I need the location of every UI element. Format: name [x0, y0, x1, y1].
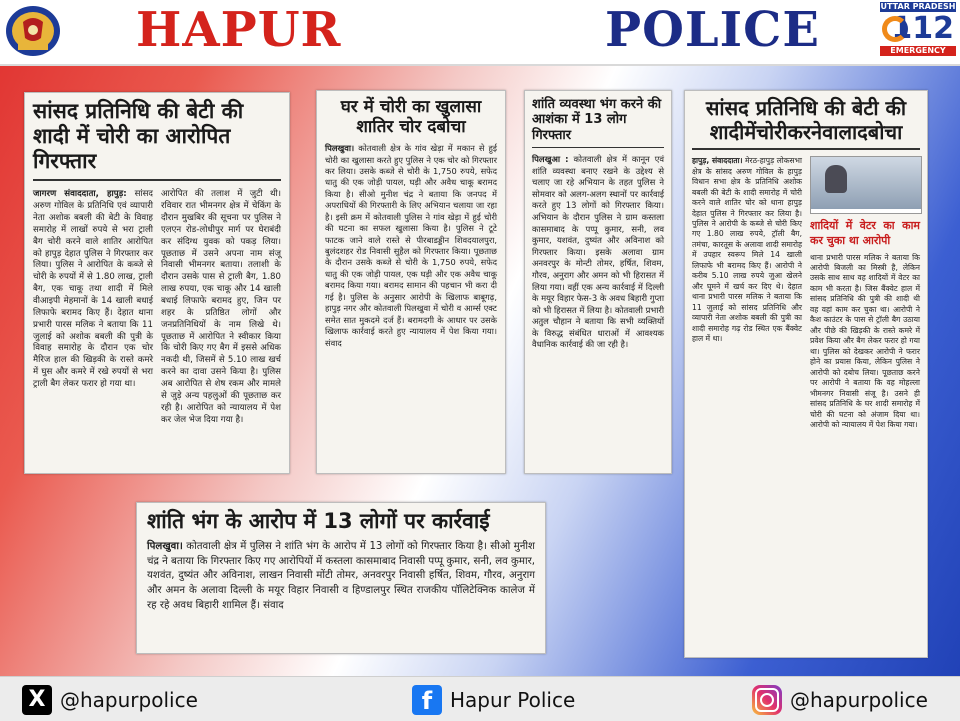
clipping-col-1	[692, 156, 802, 430]
clipping-subheadline: शादियों में वेटर का काम कर चुका था आरोपी	[810, 219, 920, 248]
clipping-body	[532, 154, 664, 351]
photo-inset	[810, 156, 922, 214]
clipping-text: कोतवाली क्षेत्र में पुलिस ने शांति भंग के आरोप में 13 लोगों को गिरफ्तार किया है। सीओ मुनीश चंद्र ने बताया कि गिरफ्तार किए गए आरोपियों में कस्तला कासमाबाद निवासी पप्पू कुमार, सनी, लव कुमार, यशवंत, दुष्यंत और अविनाश, लाखन निवासी मोंटी तोमर, अनवरपुर निवासी हर्षित, शिवम, गौरव, अनुराग और अमन के अलावा दिल्ली के मयूर विहार निवासी व हिण्डालपुर स्थित राजकीय पॉलिटेक्निक कालेज में रह रहे अवध बिहारी शामिल हैं। संवाद	[147, 540, 535, 611]
clipping-dateline: पिलखुवा।	[147, 540, 183, 552]
instagram-handle-text: @hapurpolice	[790, 688, 928, 712]
x-twitter-icon: X	[22, 685, 52, 715]
emblem-top-text: UTTAR PRADESH	[880, 2, 956, 11]
clipping-headline: सांसद प्रतिनिधि की बेटी की शादीमेंचोरीकरनेवालादबोचा	[692, 97, 920, 150]
clipping-columns	[692, 156, 920, 430]
clipping-dateline: हापुड़, संवाददाता।	[692, 156, 743, 166]
news-clipping-1	[24, 92, 290, 474]
emblem-number: 112	[891, 11, 954, 46]
emblem-ring	[882, 16, 908, 42]
news-clipping-5	[136, 502, 546, 654]
clipping-headline: सांसद प्रतिनिधि की बेटी की शादी में चोरी का आरोपित गिरफ्तार	[33, 99, 281, 181]
clipping-columns	[33, 189, 281, 426]
clipping-dateline: पिलखुवा।	[325, 143, 355, 154]
twitter-handle[interactable]	[22, 685, 198, 715]
clipping-text: मेरठ-हापुड़ लोकसभा क्षेत्र के सांसद अरुण गोविल के हापुड़ विधान सभा क्षेत्र के प्रतिनिधि अशोक बबली की बेटी के शादी समारोह में चोरी करने वाले शातिर चोर को थाना हापुड़ देहात पुलिस ने गिरफ्तार कर लिया है। पुलिस ने आरोपी के कब्जे से चोरी किए गए 1.80 लाख रुपये, ट्रॉली बैग, तमंचा, कारतूस के अलावा शादी समारोह में उपहार स्वरूप मिले 14 खाली लिफाफे भी बरामद किए हैं। आरोपी ने करीब 5.10 लाख रुपये जुआ खेलने और घूमने में खर्च कर दिए थे। देहात थाना प्रभारी पारस मलिक ने बताया कि 11 जुलाई को सांसद प्रतिनिधि और व्यापारी नेता अशोक बबली की पुत्री का शादी समारोह गढ़ रोड स्थित एक बैंक्वेट हाल में था।	[692, 156, 802, 344]
clipping-dateline: जागरण संवाददाता, हापुड़:	[33, 189, 127, 200]
clipping-dateline: पिलखुआ :	[532, 153, 569, 164]
clipping-col-1	[33, 189, 153, 426]
twitter-handle-text: @hapurpolice	[60, 688, 198, 712]
facebook-page[interactable]	[412, 685, 575, 715]
clipping-body	[147, 540, 535, 614]
clipping-col-2	[810, 156, 920, 430]
clipping-headline: शांति भंग के आरोप में 13 लोगों पर कार्रवाई	[147, 509, 490, 533]
accused-photo	[811, 157, 921, 209]
header-banner	[0, 0, 960, 66]
clipping-headline: घर में चोरी का खुलासा शातिर चोर दबोचा	[340, 97, 482, 138]
clipping-text: कोतवाली क्षेत्र के गांव खेड़ा में मकान से हुई चोरी का खुलासा करते हुए पुलिस ने एक चोर को गिरफ्तार कर लिया। उसके कब्जे से चोरी के 1,750 रुपये, सफेद धातु की एक जोड़ी पायल, घड़ी और अवैध चाकू बरामद किया है। सीओ मुनीश चंद्र ने बताया कि जनपद में अपराधियों की गिरफ्तारी के लिए अभियान चलाया जा रहा है। इसी क्रम में कोतवाली पुलिस ने गांव खेड़ा में हुई चोरी की घटना का सफल खुलासा किया है। पुलिस ने टूटे फाटक जाने वाले रास्ते से पीरबाडड्डीन शिवदयालपुरा, बुलंदशहर रोड निवासी सुहैल को गिरफ्तार किया। पूछताछ के दौरान उसके कब्जे से चोरी के 1,750 रुपये, सफेद धातु की एक जोड़ी पायल, एक घड़ी और एक अवैध चाकू बरामद किया गया। बरामद सामान की पहचान भी करा दी गई है। पुलिस के अनुसार आरोपी के खिलाफ बाबूगढ़, हापुड़ नगर और कोतवाली पिलखुवा में चोरी व आर्म्स एक्ट समेत सात मुकदमे दर्ज हैं। बरामदगी के आधार पर उसके खिलाफ कार्रवाई करते हुए न्यायालय में पेश किया गया। संवाद	[325, 143, 498, 348]
instagram-handle[interactable]	[752, 685, 928, 715]
clipping-text: सांसद अरुण गोविल के प्रतिनिधि एवं व्यापारी नेता अशोक बबली की बेटी के विवाह समारोह में लाखों रुपये से भरा ट्राली बैग चोरी करने वाले शातिर आरोपित को हापुड़ देहात पुलिस ने गिरफ्तार कर लिया। पुलिस ने आरोपित के कब्जे से चोरी के रुपयों में से 1.80 लाख, ट्राली बैग, एक चाकू तथा शादी में मिले वीआइपी मेहमानों के 14 खाली बधाई लिफाफे बरामद किए हैं। देहात थाना प्रभारी पारस मलिक ने बताया कि 11 जुलाई को अशोक बबली की पुत्री के विवाह समारोह के दौरान एक चोर मैरिज हाल की खिड़की के रास्ते कमरे में घुस और कमरे में रखे रुपयों से भरा ट्राली बैग लेकर फरार हो गया था।	[33, 189, 153, 390]
facebook-icon: f	[412, 685, 442, 715]
up-police-emblem-icon	[4, 4, 62, 58]
news-clipping-4	[684, 90, 928, 658]
header-title-left: HAPUR	[136, 2, 342, 58]
news-clipping-2	[316, 90, 506, 474]
instagram-icon	[752, 685, 782, 715]
clipping-headline: शांति व्यवस्था भंग करने की आशंका में 13 लोग गिरफ्तार	[532, 97, 664, 148]
clipping-text: थाना प्रभारी पारस मलिक ने बताया कि आरोपी बिजली का मिस्त्री है, लेकिन उसके साथ साथ वह शादियों में वेटर का काम भी करता है। जिस बैंक्वेट हाल में सांसद प्रतिनिधि की पुत्री की शादी थी वह वहां काम कर चुका था। आरोपी ने कैश काउंटर के पास से ट्रॉली बैग उठाया और पीछे की खिड़की के रास्ते कमरे में प्रवेश किया और बैग लेकर फरार हो गया था। पुलिस को देखकर आरोपी ने फरार होने का प्रयास किया, लेकिन पुलिस ने आरोपी को दबोच लिया। पूछताछ करने पर आरोपी ने बताया कि वह मोहल्ला भीमनगर निवासी संजू है। उसने ही सांसद प्रतिनिधि के घर शादी समारोह में चोरी की घटना को अंजाम दिया था। आरोपी को न्यायालय में पेश किया गया।	[810, 252, 920, 430]
emblem-bottom-text: EMERGENCY	[880, 46, 956, 56]
facebook-page-text: Hapur Police	[450, 688, 576, 712]
clipping-text: कोतवाली क्षेत्र में कानून एवं शांति व्यवस्था बनाए रखने के उद्देश्य से चलाए जा रहे अभियान के तहत पुलिस ने सोमवार को अलग-अलग स्थानों पर कार्रवाई करते हुए 13 लोगों को गिरफ्तार किया। अभियान के दौरान पुलिस ने ग्राम कस्तला कासमाबाद के पप्पू कुमार, सनी, लव कुमार, यशवंत, दुष्यंत और अविनाश को गिरफ्तार किया। इसके अलावा ग्राम अनवरपुर के मोन्टी तोमर, हर्षित, शिवम, गौरव, अनुराग और अमन को भी हिरासत में लिया गया। वहीं एक अन्य कार्रवाई में दिल्ली के मयूर विहार फेस-3 के अवध बिहारी गुप्ता को भी हिरासत में लिया है। कोतवाली प्रभारी अतुल चौहान ने बताया कि सभी व्यक्तियों के विरुद्ध संबंधित धाराओं में आवश्यक वैधानिक कार्रवाई की जा रही है।	[532, 153, 664, 350]
social-footer	[0, 676, 960, 721]
clipping-body	[325, 143, 497, 349]
112-emergency-icon	[880, 2, 956, 60]
clipping-col-2: आरोपित की तलाश में जुटी थी। रविवार रात भीमनगर क्षेत्र में चेकिंग के दौरान मुखबिर की सूचना पर पुलिस ने एलएन रोड-लोधीपुर मार्ग पर घेराबंदी कर संदिग्ध युवक को पकड़ लिया। पूछताछ में उसने अपना नाम संजू निवासी भीमनगर बताया। तलाशी के दौरान उसके पास से ट्राली बैग, 1.80 लाख रुपया, एक चाकू और 14 खाली बधाई लिफाफे बरामद हुए, जिन पर शहर के प्रतिष्ठित लोगों और जनप्रतिनिधियों के नाम लिखे थे। पूछताछ में आरोपित ने स्वीकार किया कि चोरी किए गए बैग में इससे अधिक नकदी थी, जिसमें से 5.10 लाख खर्च करने का दावा उसने किया है। पुलिस अब आरोपित से शेष रकम और मामले से जुड़े अन्य पहलुओं की पूछताछ कर रही है। आरोपित को न्यायालय में पेश कर जेल भेज दिया गया है।	[161, 189, 281, 425]
news-clipping-3	[524, 90, 672, 474]
header-title-right: POLICE	[605, 2, 820, 58]
